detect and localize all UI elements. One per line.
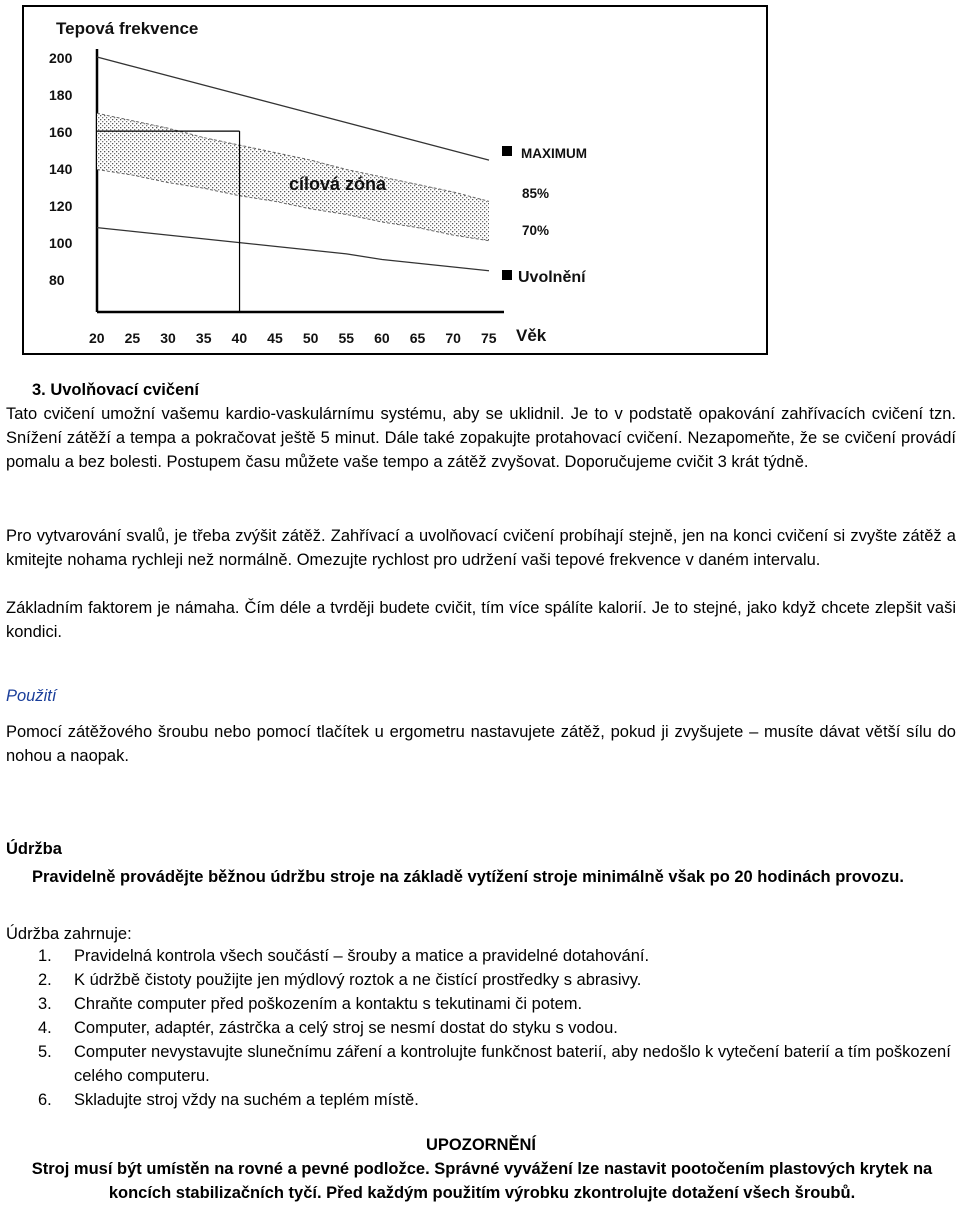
x-tick-label: 45 bbox=[267, 330, 283, 346]
maintenance-includes: Údržba zahrnuje: bbox=[6, 925, 132, 943]
x-axis-title: Věk bbox=[516, 326, 547, 345]
y-tick-label: 100 bbox=[49, 235, 73, 251]
y-tick-label: 140 bbox=[49, 161, 73, 177]
section3-title: 3. Uvolňovací cvičení bbox=[32, 381, 199, 399]
x-tick-label: 55 bbox=[338, 330, 355, 346]
list-item-text: Computer, adaptér, zástrčka a celý stroj se nesmí dostat do styku s vodou. bbox=[74, 1019, 618, 1037]
x-tick-label: 75 bbox=[481, 330, 497, 346]
x-tick-label: 70 bbox=[445, 330, 461, 346]
warning-text: Stroj musí být umístěn na rovné a pevné podložce. Správné vyvážení lze nastavit pootočením plastových krytek na koncích stabilizačních tyčí. Před každým použitím výrobku zkontrolujte dotažení všech šroubů. bbox=[31, 1160, 933, 1202]
y-tick-label: 120 bbox=[49, 198, 73, 214]
list-item-number: 6. bbox=[38, 1091, 52, 1109]
y-tick-label: 160 bbox=[49, 124, 73, 140]
list-item bbox=[6, 944, 956, 968]
legend-85: 85% bbox=[522, 186, 550, 201]
x-tick-label: 35 bbox=[195, 330, 212, 346]
usage-text: Pomocí zátěžového šroubu nebo pomocí tlačítek u ergometru nastavujete zátěž, pokud ji zvyšujete – musíte dávat větší sílu do nohou a naopak. bbox=[6, 723, 956, 765]
x-tick-label: 25 bbox=[124, 330, 141, 346]
y-tick-label: 180 bbox=[49, 87, 73, 103]
marker-uvolneni bbox=[502, 270, 512, 280]
x-tick-label: 65 bbox=[409, 330, 426, 346]
x-tick-label: 30 bbox=[160, 330, 176, 346]
maintenance-notice: Pravidelně provádějte běžnou údržbu stroje na základě vytížení stroje minimálně však po 20 hodinách provozu. bbox=[32, 868, 904, 886]
list-item-number: 3. bbox=[38, 995, 52, 1013]
target-zone-label: cílová zóna bbox=[289, 174, 387, 194]
x-tick-label: 50 bbox=[302, 330, 319, 346]
list-item-text: Computer nevystavujte slunečnímu záření a kontrolujte funkčnost baterií, aby nedošlo k vytečení baterií a tím poškození celého computeru. bbox=[74, 1043, 951, 1085]
warning-title: UPOZORNĚNÍ bbox=[425, 1136, 536, 1154]
list-item-number: 2. bbox=[38, 971, 52, 989]
legend-uvolneni: Uvolnění bbox=[518, 269, 586, 286]
list-item bbox=[6, 1088, 956, 1112]
list-item-text: Skladujte stroj vždy na suchém a teplém místě. bbox=[74, 1091, 419, 1109]
list-item bbox=[6, 968, 956, 992]
maintenance-list bbox=[6, 944, 956, 1112]
y-axis-title: Tepová frekvence bbox=[56, 19, 199, 38]
list-item-text: Chraňte computer před poškozením a kontaktu s tekutinami či potem. bbox=[74, 995, 583, 1013]
list-item-number: 5. bbox=[38, 1043, 52, 1061]
section3-paragraph-3: Základním faktorem je námaha. Čím déle a tvrději budete cvičit, tím více spálíte kalorií. Je to stejné, jako když chcete zlepšit vaši kondici. bbox=[6, 599, 956, 641]
list-item bbox=[6, 992, 956, 1016]
y-tick-label: 80 bbox=[49, 272, 65, 288]
x-tick-label: 40 bbox=[231, 330, 248, 346]
chart-svg bbox=[24, 7, 766, 353]
section3-paragraph-1: Tato cvičení umožní vašemu kardio-vaskulárnímu systému, aby se uklidnil. Je to v podstatě opakování zahřívacích cvičení tzn. Snížení zátěží a tempa a pokračovat ještě 5 minut. Dále také zopakujte protahovací cvičení. Nezapomeňte, že se cvičení provádí pomalu a bez bolesti. Postupem času můžete vaše tempo a zátěž zvyšovat. Doporučujeme cvičit 3 krát týdně. bbox=[6, 405, 956, 471]
y-tick-label: 200 bbox=[49, 50, 73, 66]
legend-maximum: MAXIMUM bbox=[521, 146, 587, 161]
maintenance-title: Údržba bbox=[6, 840, 62, 858]
usage-title: Použití bbox=[6, 687, 57, 705]
x-tick-label: 60 bbox=[374, 330, 390, 346]
heart-rate-chart bbox=[22, 5, 768, 355]
list-item-number: 1. bbox=[38, 947, 52, 965]
marker-maximum bbox=[502, 146, 512, 156]
legend-70: 70% bbox=[522, 223, 550, 238]
section3-paragraph-2: Pro vytvarování svalů, je třeba zvýšit zátěž. Zahřívací a uvolňovací cvičení probíhají stejně, jen na konci cvičení si zvyšte zátěž a kmitejte nohama rychleji než normálně. Omezujte rychlost pro udržení vaši tepové frekvence v daném intervalu. bbox=[6, 527, 956, 569]
list-item-text: Pravidelná kontrola všech součástí – šrouby a matice a pravidelné dotahování. bbox=[74, 947, 650, 965]
x-tick-label: 20 bbox=[89, 330, 105, 346]
list-item bbox=[6, 1016, 956, 1040]
list-item bbox=[6, 1040, 956, 1088]
series-line-4 bbox=[97, 228, 489, 271]
list-item-text: K údržbě čistoty použijte jen mýdlový roztok a ne čistící prostředky s abrasivy. bbox=[74, 971, 642, 989]
list-item-number: 4. bbox=[38, 1019, 52, 1037]
